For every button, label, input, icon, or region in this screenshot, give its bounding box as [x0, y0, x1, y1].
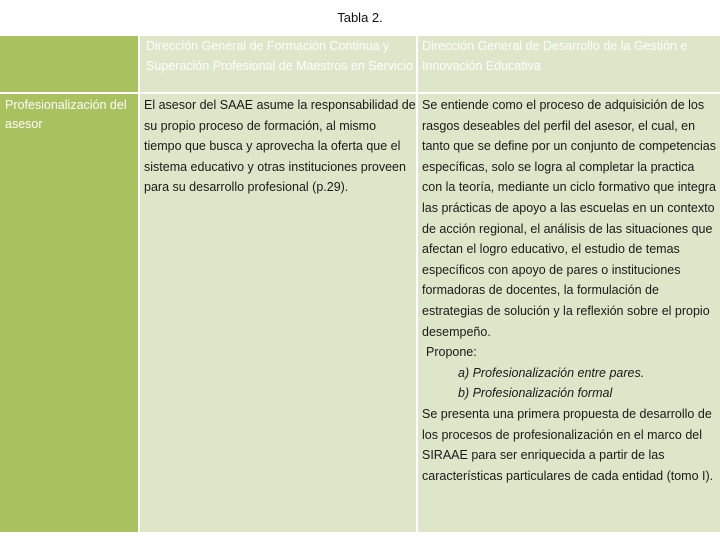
column-2-outro: Se presenta una primera propuesta de desarrollo de los procesos de profesionalización en el marco del SIRAAE para ser enriquecida a partir de las características particulares de cada entidad (tomo I).: [422, 406, 714, 483]
row-label-cell: [0, 94, 138, 532]
row-label-header-cell: [0, 36, 138, 92]
row-label-column: [0, 36, 138, 532]
column-2-intro: Se entiende como el proceso de adquisición de los rasgos deseables del perfil del asesor, el cual, en tanto que se define por un conjunto de competencias específicas, solo se logra al completar la practica con la teoría, mediante un ciclo formativo que integra las prácticas de apoyo a las escuelas en un contexto de acción regional, el análisis de las situaciones que afectan el logro educativo, el estudio de temas específicos con apoyo de pares o instituciones formadoras de docentes, la formulación de estrategias de solución y la reflexión sobre el propio desempeño.: [422, 98, 716, 339]
propone-label: Propone:: [426, 345, 477, 360]
list-item: b) Profesionalización formal: [458, 386, 613, 401]
row-label: Profesionalización del asesor: [5, 98, 127, 131]
table-title: Tabla 2.: [337, 10, 383, 25]
column-1-body: El asesor del SAAE asume la responsabilidad de su propio proceso de formación, al mismo tiempo que busca y aprovecha la oferta que el sistema educativo y otras instituciones proveen para su desarrollo profesional (p.29).: [144, 98, 416, 195]
column-1-header: Dirección General de Formación Continua y Superación Profesional de Maestros en Servicio: [146, 39, 413, 73]
column-2-body: [422, 95, 716, 486]
column-2-header: Dirección General de Desarrollo de la Gestión e Innovación Educativa: [422, 39, 688, 73]
comparison-table: [0, 36, 720, 532]
list-item: a) Profesionalización entre pares.: [458, 365, 645, 380]
